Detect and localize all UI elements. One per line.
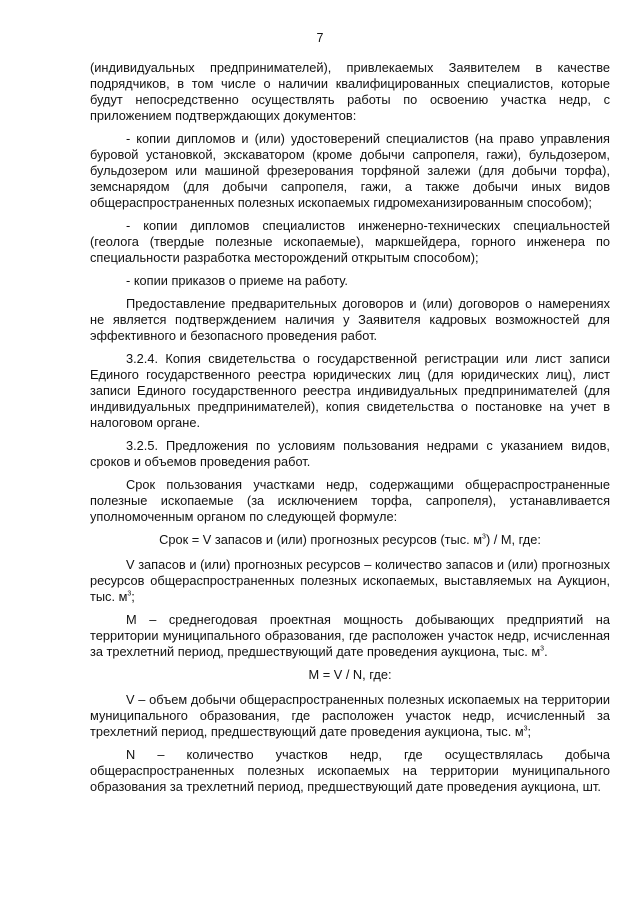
paragraph: V – объем добычи общераспространенных полезных ископаемых на территории муниципального образования, где расположен участок недр, исчисленный за трехлетний период, предшествующий дате проведения аукциона, тыс. $м^3$;: [90, 692, 610, 739]
paragraph: - копии дипломов специалистов инженерно-технических специальностей (геолога (твердые полезные ископаемые), маркшейдера, горного инженера по специальности разработка месторождений открытым способом);: [90, 218, 610, 265]
paragraph: - копии дипломов и (или) удостоверений специалистов (на право управления буровой установкой, экскаватором (кроме добычи сапропеля, гажи), бульдозером, бульдозером или машиной фрезерования торфяной залежи (для добычи торфа), земснарядом (для добычи сапропеля, гажи, а также добычи иных видов общераспространенных полезных ископаемых гидромеханизированным способом);: [90, 131, 610, 210]
document-body: [90, 60, 610, 802]
paragraph: N – количество участков недр, где осуществлялась добыча общераспространенных полезных ископаемых на территории муниципального образования за трехлетний период, предшествующий дате проведения аукциона, шт.: [90, 747, 610, 794]
formula-term: Срок = V запасов и (или) прогнозных ресурсов (тыс. $м^3$) / M, где:: [159, 532, 541, 547]
paragraph: V запасов и (или) прогнозных ресурсов – количество запасов и (или) прогнозных ресурсов общераспространенных полезных ископаемых, выставляемых на Аукцион, тыс. $м^3$;: [90, 557, 610, 604]
paragraph: (индивидуальных предпринимателей), привлекаемых Заявителем в качестве подрядчиков, в том числе о наличии квалифицированных специалистов, которые будут непосредственно осуществлять работы по освоению участка недр, с приложением подтверждающих документов:: [90, 60, 610, 123]
paragraph: 3.2.5. Предложения по условиям пользования недрами с указанием видов, сроков и объемов проведения работ.: [90, 438, 610, 469]
page-number: 7: [316, 31, 324, 45]
paragraph: Предоставление предварительных договоров и (или) договоров о намерениях не является подтверждением наличия у Заявителя кадровых возможностей для эффективного и безопасного проведения работ.: [90, 296, 610, 343]
paragraph: 3.2.4. Копия свидетельства о государственной регистрации или лист записи Единого государственного реестра юридических лиц (для юридических лиц), лист записи Единого государственного реестра индивидуальных предпринимателей (для индивидуальных предпринимателей), копия свидетельства о постановке на учет в налоговом органе.: [90, 351, 610, 430]
paragraph: Срок пользования участками недр, содержащими общераспространенные полезные ископаемые (за исключением торфа, сапропеля), устанавливается уполномоченным органом по следующей формуле:: [90, 477, 610, 524]
formula-mean-capacity: M = V / N, где:: [308, 667, 392, 682]
paragraph: M – среднегодовая проектная мощность добывающих предприятий на территории муниципального образования, где расположен участок недр, исчисленная за трехлетний период, предшествующий дате проведения аукциона, тыс. $м^3$.: [90, 612, 610, 659]
paragraph: - копии приказов о приеме на работу.: [126, 273, 348, 288]
